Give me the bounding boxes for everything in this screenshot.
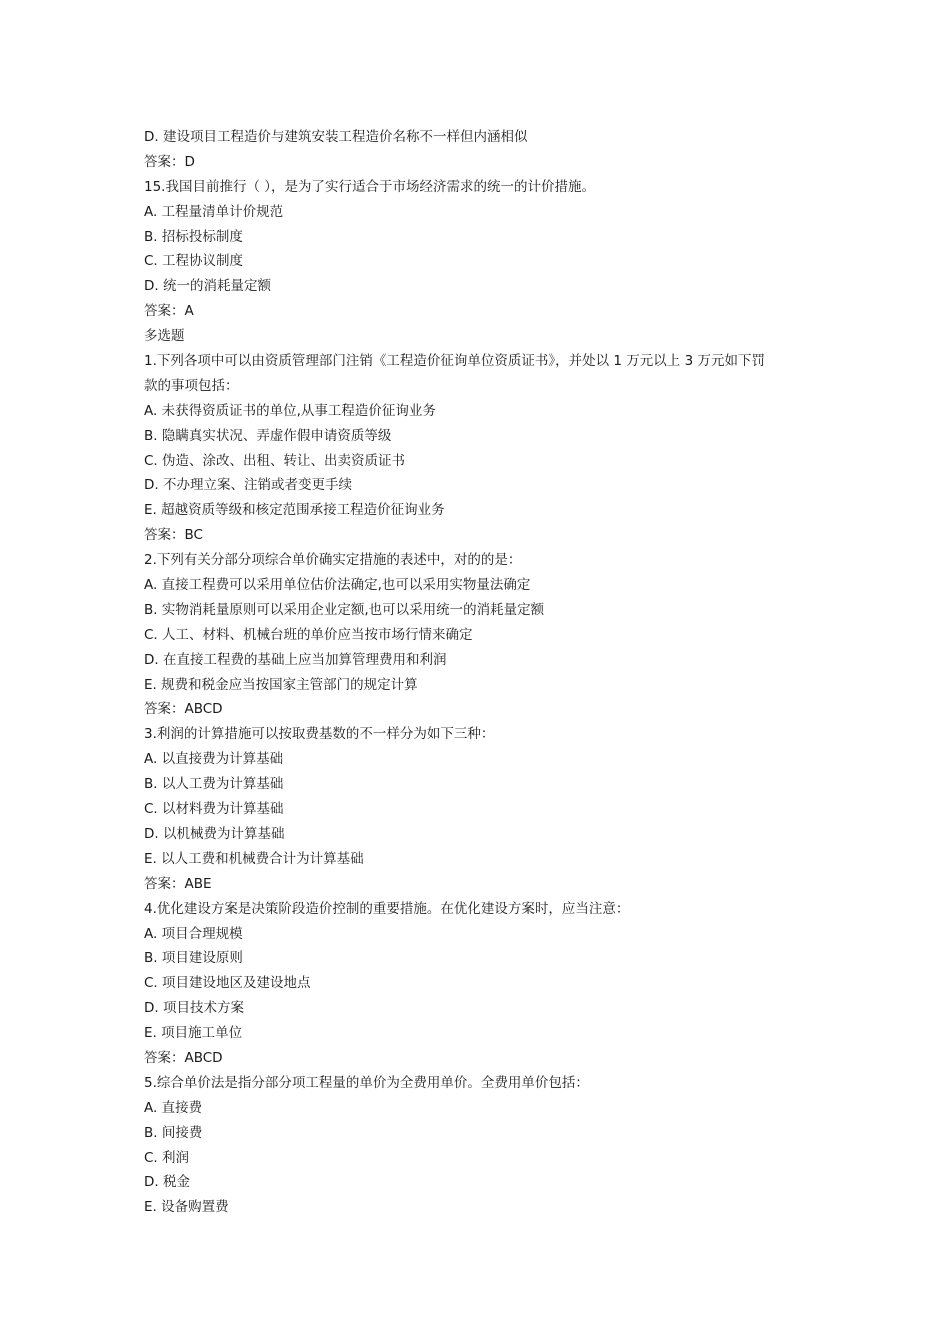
question-line: 15.我国目前推行（ ），是为了实行适合于市场经济需求的统一的计价措施。 (144, 178, 596, 195)
option-line: D. 不办理立案、注销或者变更手续 (144, 477, 352, 494)
option-line: B. 实物消耗量原则可以采用企业定额,也可以采用统一的消耗量定额 (144, 601, 545, 618)
option-line: E. 设备购置费 (144, 1199, 229, 1216)
text-line: D. 建设项目工程造价与建筑安装工程造价名称不一样但内涵相似 (144, 129, 528, 145)
option-line: B. 隐瞒真实状况、弄虚作假申请资质等级 (144, 427, 392, 444)
option-line: D. 统一的消耗量定额 (144, 278, 271, 295)
option-line: D. 以机械费为计算基础 (144, 825, 285, 842)
option-line: E. 超越资质等级和核定范围承接工程造价征询业务 (144, 502, 445, 519)
option-line: D. 税金 (144, 1174, 190, 1191)
option-line: E. 规费和税金应当按国家主管部门的规定计算 (144, 676, 418, 693)
question-line-continued: 款的事项包括： (144, 377, 239, 394)
option-line: A. 直接费 (144, 1099, 203, 1116)
option-line: A. 项目合理规模 (144, 925, 243, 942)
option-line: C. 伪造、涂改、出租、转让、出卖资质证书 (144, 452, 406, 469)
question-line: 5.综合单价法是指分部分项工程量的单价为全费用单价。全费用单价包括： (144, 1074, 589, 1091)
option-line: D. 项目技术方案 (144, 1000, 244, 1017)
question-line: 1.下列各项中可以由资质管理部门注销《工程造价征询单位资质证书》，并处以 1 万元以上 3 万元如下罚 (144, 353, 765, 370)
option-line: A. 工程量清单计价规范 (144, 203, 284, 220)
option-line: B. 项目建设原则 (144, 950, 243, 967)
option-line: B. 以人工费为计算基础 (144, 776, 284, 793)
question-line: 4.优化建设方案是决策阶段造价控制的重要措施。在优化建设方案时，应当注意： (144, 900, 630, 917)
option-line: A. 直接工程费可以采用单位估价法确定,也可以采用实物量法确定 (144, 577, 531, 594)
option-line: B. 间接费 (144, 1124, 203, 1141)
answer-line: 答案：ABCD (144, 1049, 223, 1066)
option-line: E. 项目施工单位 (144, 1025, 243, 1042)
answer-line: 答案：D (144, 153, 195, 170)
option-line: D. 在直接工程费的基础上应当加算管理费用和利润 (144, 651, 447, 668)
document-body (144, 125, 824, 1220)
option-line: E. 以人工费和机械费合计为计算基础 (144, 850, 364, 867)
option-line: C. 以材料费为计算基础 (144, 801, 284, 818)
question-line: 3.利润的计算措施可以按取费基数的不一样分为如下三种： (144, 726, 495, 743)
answer-line: 答案：ABE (144, 875, 212, 892)
answer-line: 答案：A (144, 303, 194, 320)
section-heading: 多选题 (144, 328, 185, 345)
option-line: C. 人工、材料、机械台班的单价应当按市场行情来确定 (144, 626, 473, 643)
option-line: C. 项目建设地区及建设地点 (144, 975, 311, 992)
question-line: 2.下列有关分部分项综合单价确实定措施的表述中，对的的是： (144, 552, 522, 569)
option-line: A. 以直接费为计算基础 (144, 751, 284, 768)
option-line: C. 工程协议制度 (144, 253, 244, 270)
answer-line: 答案：ABCD (144, 701, 223, 718)
option-line: A. 未获得资质证书的单位,从事工程造价征询业务 (144, 402, 436, 419)
option-line: C. 利润 (144, 1149, 190, 1166)
answer-line: 答案：BC (144, 527, 203, 544)
option-line: B. 招标投标制度 (144, 228, 243, 245)
